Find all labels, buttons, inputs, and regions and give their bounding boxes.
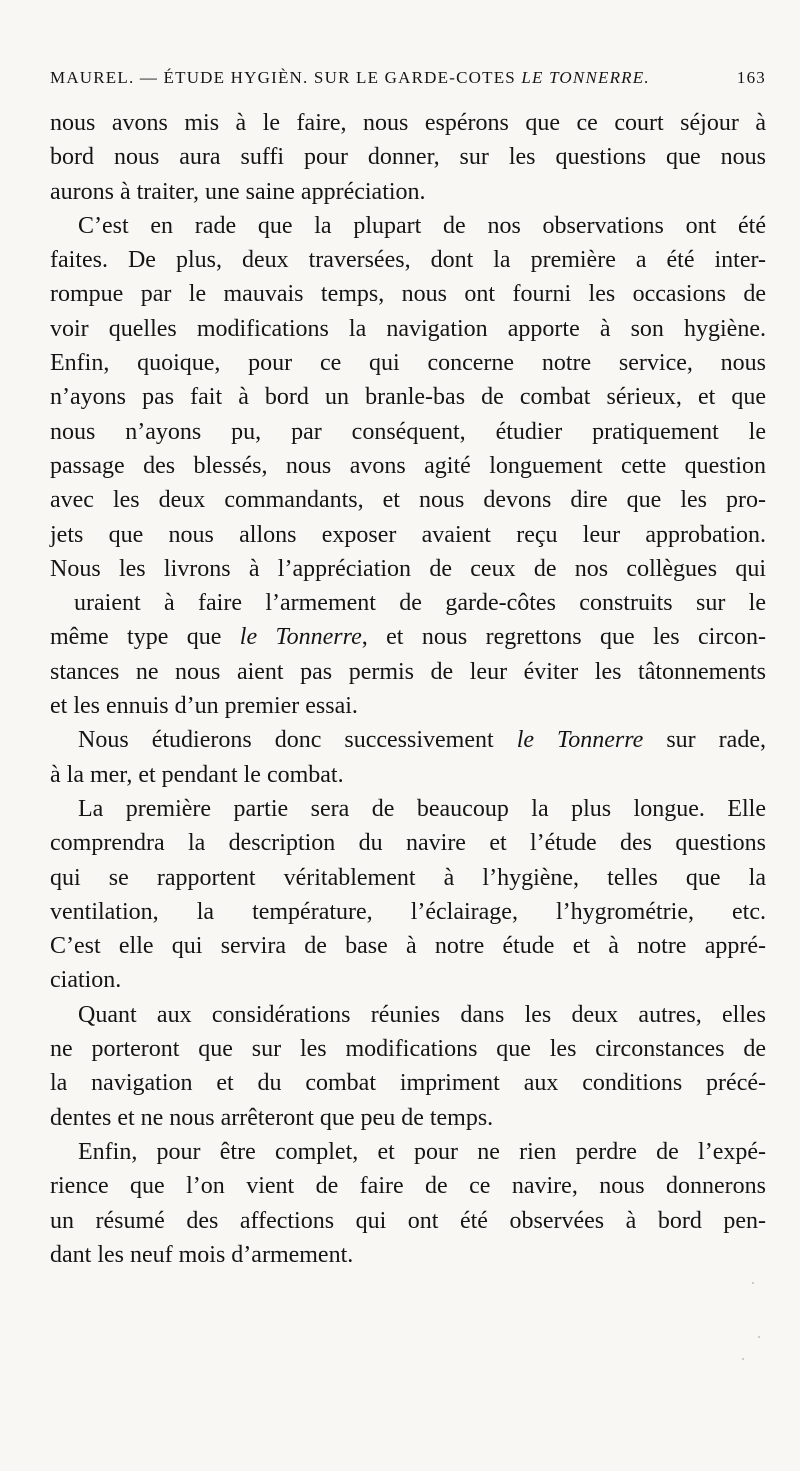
- running-head-text: [50, 64, 650, 92]
- text-line: rompue par le mauvais temps, nous ont fourni les occasions de: [50, 281, 766, 308]
- text-line: nous n’ayons pu, par conséquent, étudier pratiquement le: [50, 418, 766, 445]
- text-line: nous avons mis à le faire, nous espérons que ce court séjour à: [50, 110, 766, 136]
- text-line: dentes et ne nous arrêteront que peu de temps.: [50, 1104, 494, 1131]
- text-line: jets que nous allons exposer avaient reçu leur approbation.: [50, 521, 766, 548]
- paper-speck: [742, 1358, 744, 1360]
- ship-name-italic: le Tonnerre: [239, 624, 362, 651]
- text-line: passage des blessés, nous avons agité longuement cette question: [50, 452, 766, 479]
- page-number: 163: [736, 68, 766, 87]
- text-line: faites. De plus, deux traversées, dont la première a été inter-: [50, 247, 766, 274]
- text-line: ne porteront que sur les modifications que les circonstances de: [50, 1036, 766, 1063]
- text-line: La première partie sera de beaucoup la plus longue. Elle: [78, 795, 766, 822]
- text-line: la navigation et du combat impriment aux conditions précé-: [50, 1070, 766, 1097]
- text-line: ventilation, la température, l’éclairage, l’hygrométrie, etc.: [50, 898, 766, 925]
- text-line: comprendra la description du navire et l’étude des questions: [50, 830, 766, 857]
- text-line: rience que l’on vient de faire de ce navire, nous donnerons: [50, 1173, 766, 1200]
- text-line: stances ne nous aient pas permis de leur éviter les tâtonnements: [50, 658, 766, 685]
- text-line: dant les neuf mois d’armement.: [50, 1241, 354, 1268]
- text-line: même type que le Tonnerre, et nous regrettons que les circon-: [50, 624, 766, 651]
- paper-speck: [752, 1282, 754, 1284]
- running-head-ship-title: LE TONNERRE.: [521, 68, 650, 87]
- text-line: un résumé des affections qui ont été observées à bord pen-: [50, 1207, 766, 1234]
- running-head: [50, 64, 766, 92]
- text-line: Enfin, pour être complet, et pour ne rien perdre de l’expé-: [78, 1138, 766, 1165]
- text-line: Enfin, quoique, pour ce qui concerne notre service, nous: [50, 350, 766, 377]
- text-line: uraient à faire l’armement de garde-côtes construits sur le: [74, 590, 766, 617]
- text-line: qui se rapportent véritablement à l’hygiène, telles que la: [50, 864, 766, 891]
- text-line: n’ayons pas fait à bord un branle-bas de combat sérieux, et que: [50, 384, 766, 411]
- text-line: à la mer, et pendant le combat.: [50, 761, 344, 788]
- text-line: aurons à traiter, une saine appréciation.: [50, 178, 426, 205]
- text-line: Quant aux considérations réunies dans les deux autres, elles: [78, 1001, 766, 1028]
- text-line: voir quelles modifications la navigation apporte à son hygiène.: [50, 315, 766, 342]
- text-line: C’est elle qui servira de base à notre étude et à notre appré-: [50, 933, 766, 960]
- ship-name-italic: le Tonnerre: [516, 727, 644, 754]
- text-line: Nous les livrons à l’appréciation de ceux de nos collègues qui: [50, 555, 766, 582]
- text-line: bord nous aura suffi pour donner, sur les questions que nous: [50, 144, 766, 171]
- text-line: ciation.: [50, 967, 122, 994]
- running-head-prefix: MAUREL. — ÉTUDE HYGIÈN. SUR LE GARDE-COTES: [50, 68, 522, 87]
- paper-speck: [758, 1336, 760, 1338]
- text-line: avec les deux commandants, et nous devons dire que les pro-: [50, 487, 766, 514]
- text-line: et les ennuis d’un premier essai.: [50, 693, 358, 720]
- text-line: C’est en rade que la plupart de nos observations ont été: [78, 212, 766, 239]
- text-line: Nous étudierons donc successivement le Tonnerre sur rade,: [78, 727, 766, 754]
- body-text: [50, 106, 766, 1272]
